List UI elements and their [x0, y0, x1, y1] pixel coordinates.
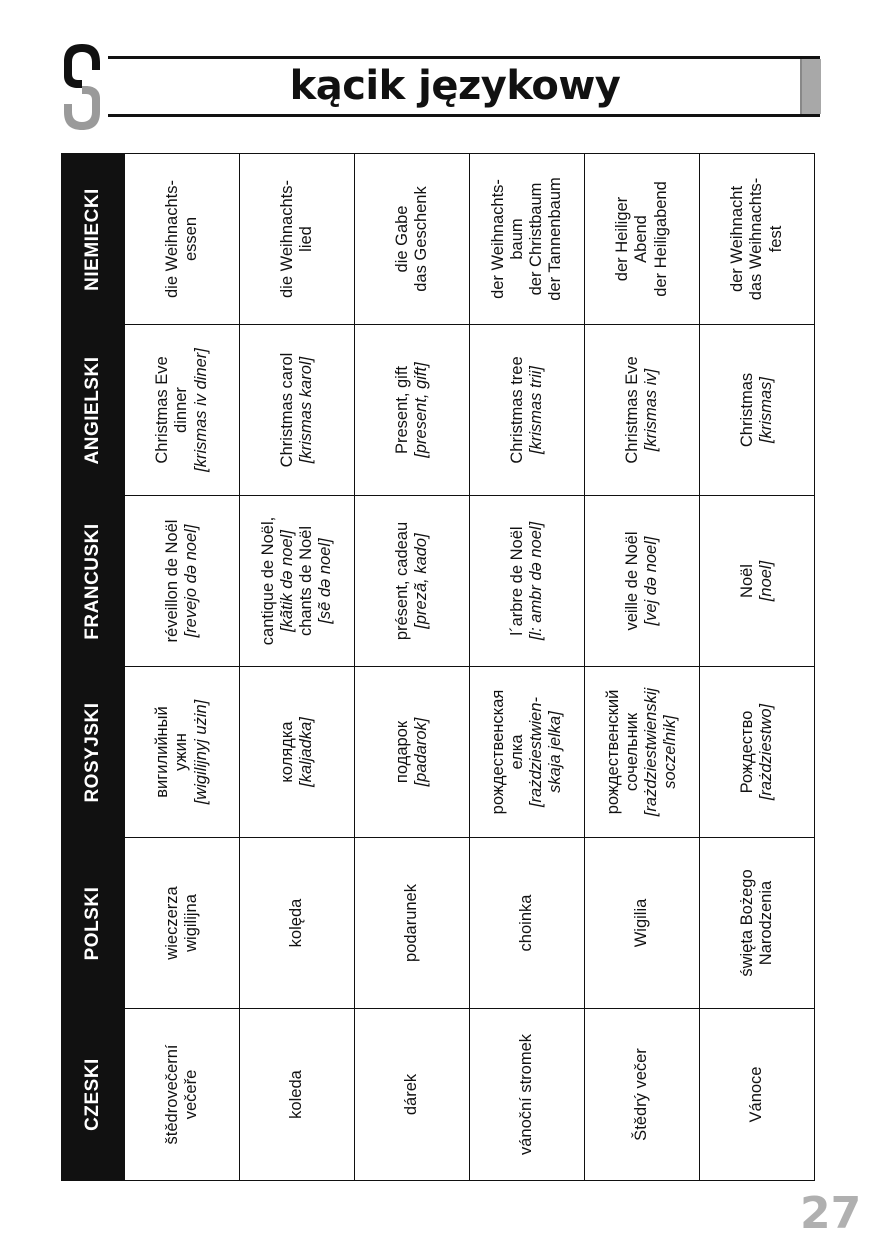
header-cell-german: NIEMIECKI — [82, 188, 103, 291]
cell-line: l´arbre de Noël — [507, 526, 526, 636]
cell-line: [krismas] — [757, 377, 775, 443]
header-cell-french: FRANCUSKI — [82, 523, 103, 640]
table-cell — [355, 838, 469, 1009]
table-cell — [355, 325, 469, 496]
cell-line: wigilijna — [182, 894, 200, 952]
cell-line: fest — [766, 225, 785, 253]
page-number: 27 — [800, 1188, 862, 1239]
header-accent-bar — [800, 59, 821, 114]
table-cell — [125, 667, 239, 838]
cell-line: колядка — [277, 721, 296, 783]
table-cell — [240, 496, 354, 667]
table-cell — [240, 838, 354, 1009]
cell-line: der Christbaum — [527, 182, 545, 296]
table-cell — [355, 496, 469, 667]
cell-line: Christmas Eve — [153, 356, 172, 464]
table-cell — [125, 1009, 239, 1180]
cell-line: večeře — [182, 1069, 200, 1120]
table-row — [584, 154, 699, 1180]
table-cell — [585, 838, 699, 1009]
cell-line: [krismas karol] — [297, 356, 315, 464]
cell-line: вигилийный — [153, 706, 172, 798]
cell-line: [l: ambr də noel] — [527, 521, 545, 641]
cell-line: lied — [297, 226, 315, 252]
cell-line: dinner — [172, 387, 191, 433]
cell-line: ужин — [172, 733, 191, 771]
table-cell — [125, 154, 239, 325]
cell-line: Рождество — [737, 710, 756, 794]
table-cell — [700, 838, 814, 1009]
table-cell — [700, 496, 814, 667]
cell-line: die Weihnachts- — [277, 180, 296, 299]
cell-line: der Heiligabend — [651, 181, 670, 297]
cell-line: подарок — [392, 720, 411, 784]
cell-line: das Weihnachts- — [747, 177, 766, 301]
cell-line: présent, cadeau — [392, 521, 411, 641]
header-cell-czech: CZESKI — [82, 1058, 103, 1131]
cell-line: die Gabe — [392, 205, 411, 273]
cell-line: réveillon de Noël — [162, 519, 181, 643]
table-header-row — [62, 154, 124, 1180]
cell-line: Christmas Eve — [622, 356, 641, 464]
cell-line: baum — [507, 218, 526, 260]
table-row — [699, 154, 814, 1180]
cell-line: wieczerza — [162, 886, 181, 960]
table-cell — [470, 154, 584, 325]
header-bottom-rule — [108, 114, 820, 117]
cell-line: [present, gift] — [412, 362, 430, 458]
cell-line: kolęda — [287, 898, 306, 948]
page-title: kącik językowy — [289, 63, 621, 109]
cell-line: сочельник — [622, 712, 641, 792]
chain-link-logo-icon — [60, 40, 104, 134]
vocabulary-table — [61, 153, 815, 1181]
header-cell-english: ANGIELSKI — [82, 356, 103, 465]
table-cell — [700, 667, 814, 838]
cell-line: chants de Noël — [297, 525, 315, 637]
cell-line: dárek — [402, 1073, 421, 1116]
cell-line: Vánoce — [747, 1066, 766, 1123]
cell-line: [prezã, kado] — [412, 533, 430, 629]
table-row — [239, 154, 354, 1180]
table-cell — [470, 496, 584, 667]
table-cell — [470, 838, 584, 1009]
cell-line: das Geschenk — [412, 186, 430, 292]
cell-line: [noel] — [757, 560, 775, 602]
cell-line: [rażdziestwien- — [527, 696, 545, 808]
table-cell — [125, 838, 239, 1009]
table-cell — [585, 1009, 699, 1180]
cell-line: die Weihnachts- — [162, 180, 181, 299]
cell-line: skaja jelka] — [546, 711, 565, 793]
cell-line: [vej də noel] — [642, 536, 660, 626]
table-cell — [240, 325, 354, 496]
cell-line: der Weihnachts- — [488, 179, 507, 299]
cell-line: soczeľnik] — [661, 715, 680, 789]
cell-line: рождественская — [488, 689, 507, 815]
cell-line: [krismas trii] — [527, 366, 545, 454]
table-cell — [700, 154, 814, 325]
cell-line: der Heiliger — [613, 196, 632, 282]
cell-line: choinka — [517, 894, 536, 952]
cell-line: koleda — [287, 1070, 306, 1119]
table-cell — [355, 667, 469, 838]
cell-line: cantique de Noël, — [258, 516, 277, 646]
cell-line: Christmas — [737, 372, 756, 448]
table-row — [124, 154, 239, 1180]
cell-line: [padarok] — [412, 717, 430, 787]
table-cell — [585, 496, 699, 667]
table-cell — [585, 667, 699, 838]
cell-line: veille de Noël — [622, 531, 641, 631]
cell-line: Christmas carol — [277, 352, 296, 468]
cell-line: der Weihnacht — [728, 185, 747, 293]
table-cell — [470, 325, 584, 496]
cell-line: essen — [182, 216, 200, 262]
cell-line: podarunek — [402, 884, 421, 962]
cell-line: [krismas iv] — [642, 368, 660, 452]
table-row — [469, 154, 584, 1180]
table-cell — [240, 154, 354, 325]
table-cell — [585, 154, 699, 325]
cell-line: [rażdziestwienskij — [642, 687, 660, 817]
table-cell — [700, 325, 814, 496]
cell-line: Abend — [632, 215, 651, 263]
cell-line: [wigilijnyj użin] — [191, 699, 210, 805]
cell-line: рождественский — [603, 689, 622, 815]
cell-line: [revejo də noel] — [182, 524, 200, 638]
cell-line: Noël — [737, 564, 756, 598]
cell-line: Christmas tree — [507, 356, 526, 464]
table-row — [354, 154, 469, 1180]
table-cell — [125, 325, 239, 496]
table-cell — [470, 667, 584, 838]
table-cell — [470, 1009, 584, 1180]
cell-line: Present, gift — [392, 365, 411, 455]
table-cell — [355, 154, 469, 325]
cell-line: [sẽ də noel] — [316, 538, 335, 624]
cell-line: der Tannenbaum — [546, 177, 565, 301]
cell-line: елка — [507, 734, 526, 770]
table-cell — [240, 1009, 354, 1180]
cell-line: [krismas iv diner] — [191, 348, 210, 472]
cell-line: [kaljadka] — [297, 717, 315, 787]
table-cell — [125, 496, 239, 667]
table-cell — [355, 1009, 469, 1180]
cell-line: vánoční stromek — [517, 1033, 536, 1156]
cell-line: święta Bożego — [737, 869, 756, 977]
cell-line: Štědrý večer — [632, 1048, 651, 1141]
vocabulary-table-wrapper — [61, 153, 815, 1181]
table-cell — [585, 325, 699, 496]
cell-line: [rażdziestwo] — [757, 703, 775, 801]
cell-line: štědrovečerní — [162, 1044, 181, 1145]
cell-line: [kãtik də noel] — [277, 530, 296, 632]
header-cell-russian: ROSYJSKI — [82, 702, 103, 803]
table-cell — [700, 1009, 814, 1180]
cell-line: Wigilia — [632, 898, 651, 948]
table-cell — [240, 667, 354, 838]
header-cell-polish: POLSKI — [82, 886, 103, 961]
cell-line: Narodzenia — [757, 880, 775, 966]
